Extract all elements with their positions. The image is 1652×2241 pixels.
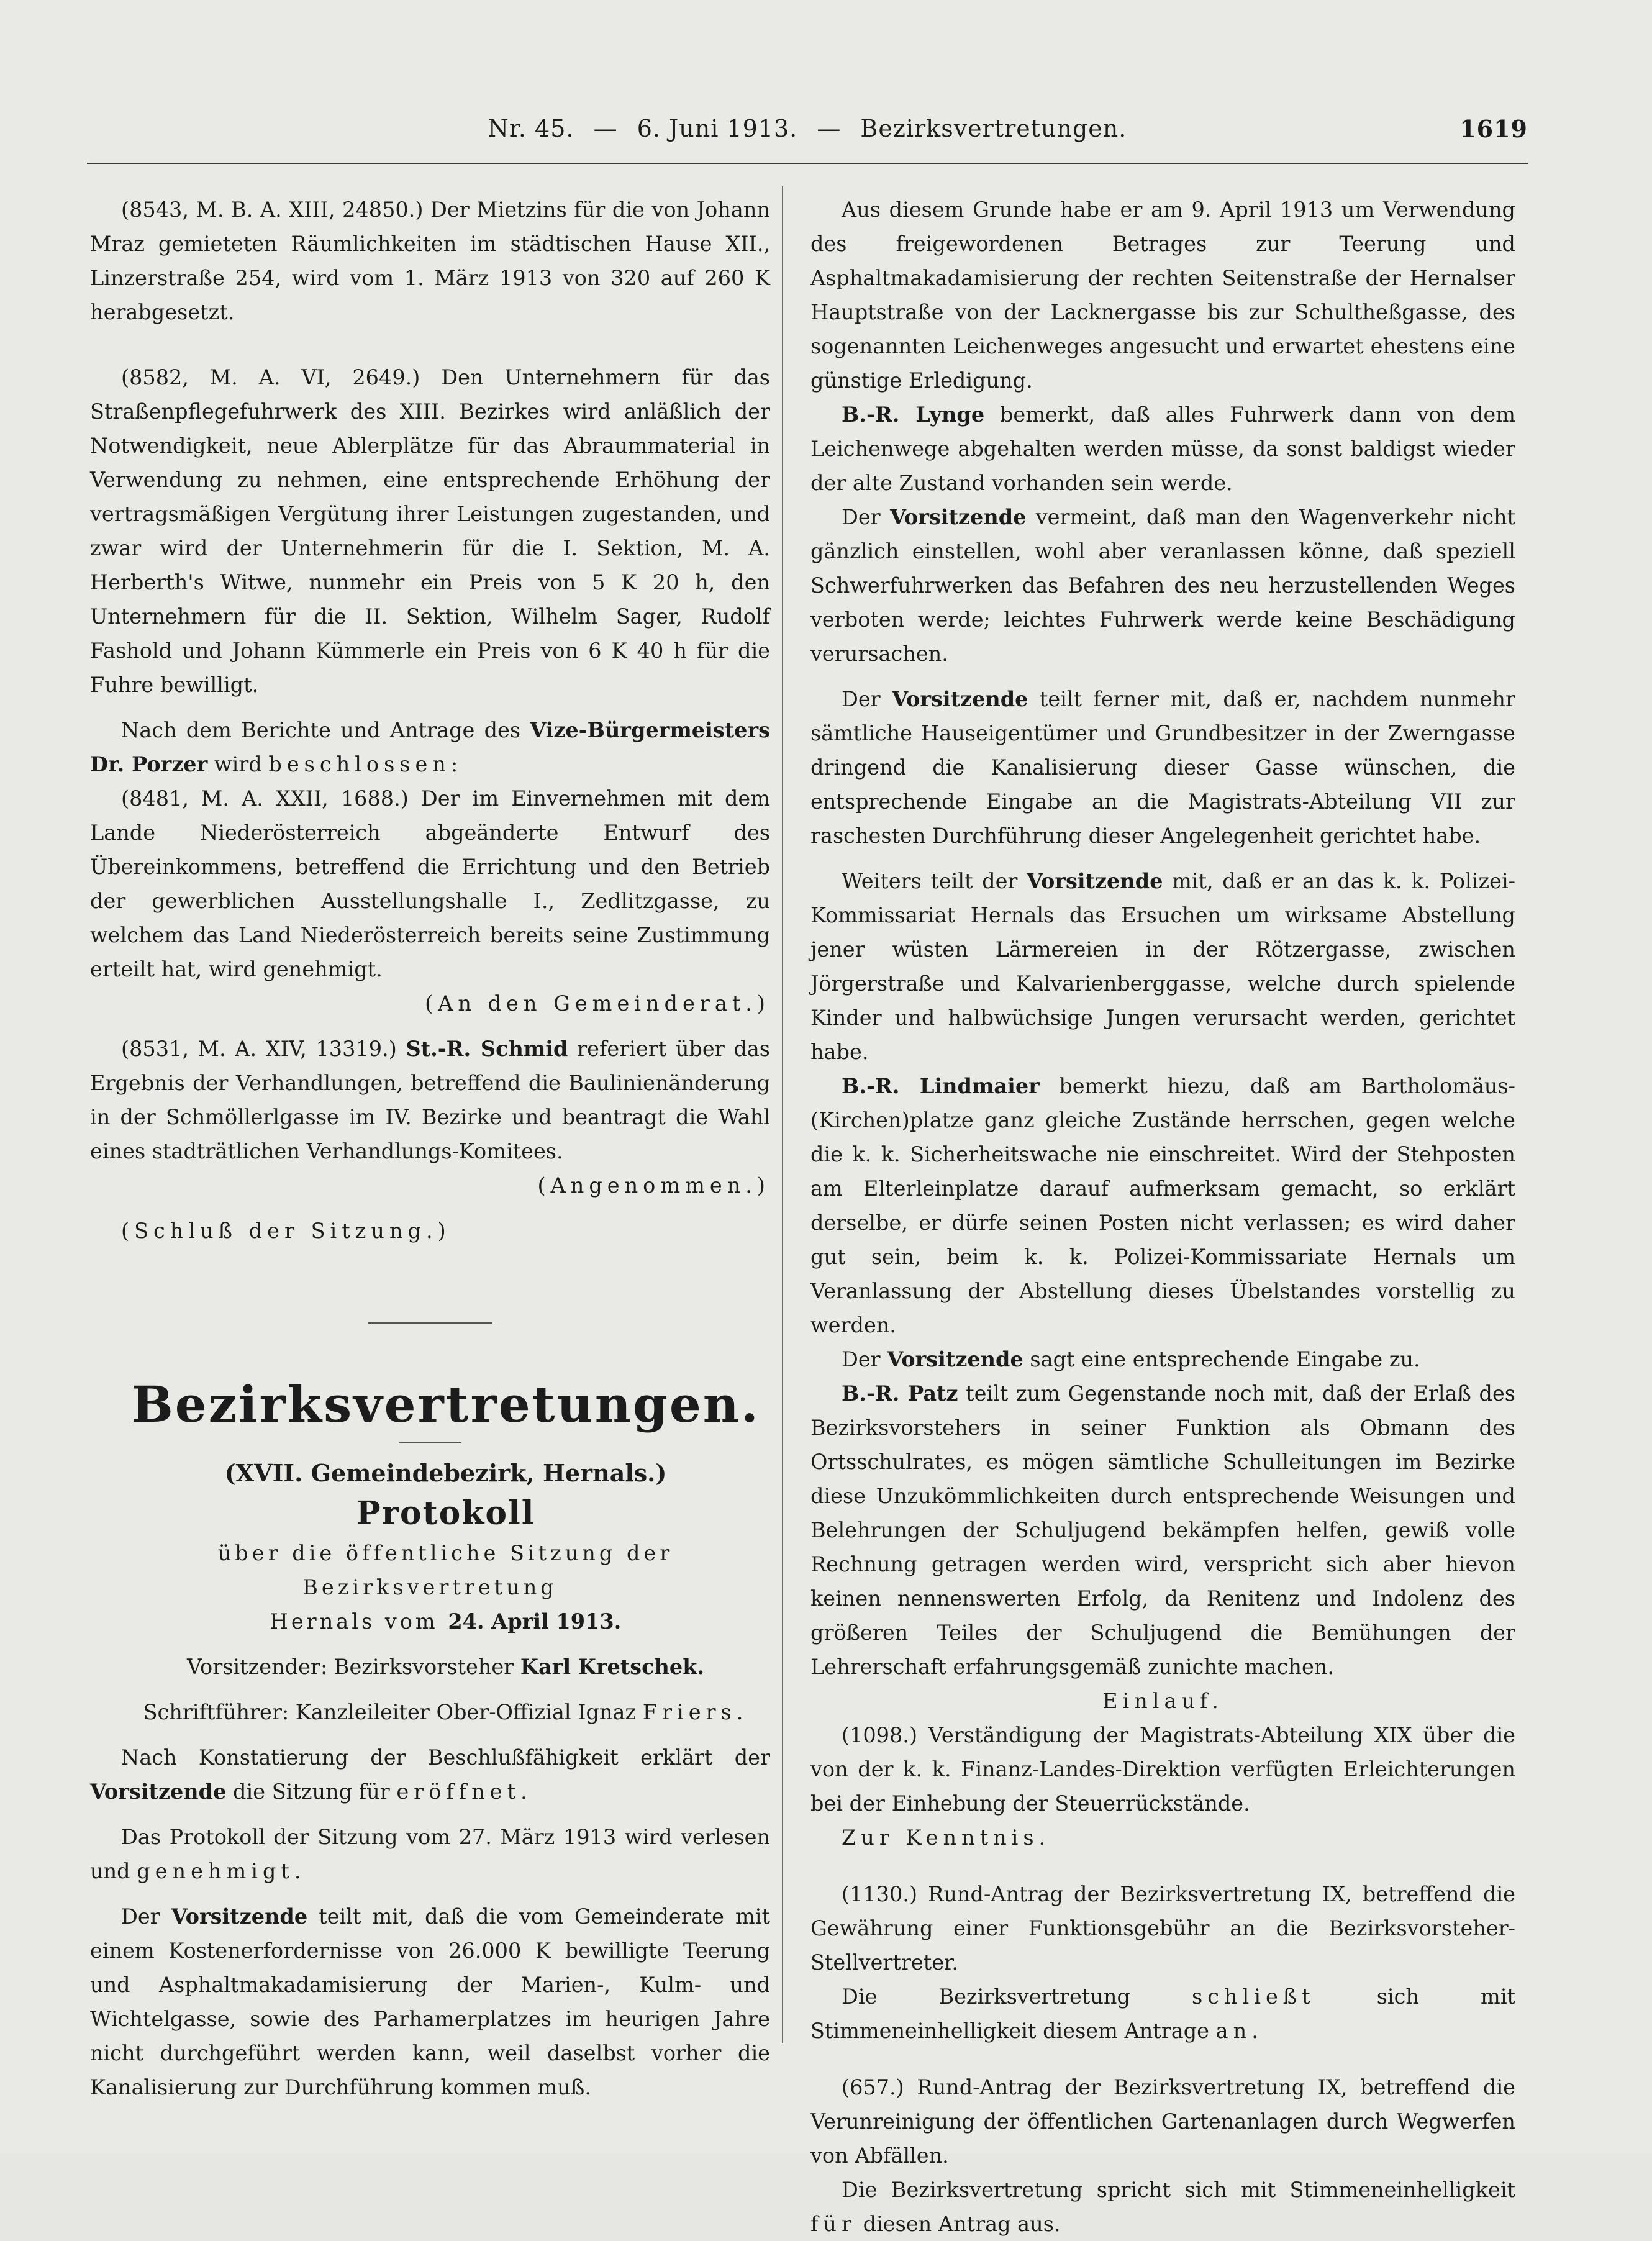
text-run: mit, daß er an das k. k. Polizei-Kommissariat Hernals das Ersuchen um wirksame Abstellung jener wüsten Lärmereien in der Rötzergasse, zwischen Jörgerstraße und Kalvarienberggasse, welche durch spielende Kinder und halbwüchsige Jungen verursacht werden, gerichtet habe. [810, 869, 1515, 1064]
speaker-name: Vorsitzende [171, 1904, 308, 1929]
note-text: Zur Kenntnis. [842, 1825, 1051, 1850]
section-title: Bezirksvertretungen. [131, 1375, 760, 1434]
text-run: teilt mit, daß die vom Gemeinderate mit einem Kostenerfordernisse von 26.000 K bewilligte Teerung und Asphaltmakadamisierung der Marien-, Kulm- und Wichtelgasse, sowie des Parhamerplatzes im heurigen Jahre nicht durchgeführt werden kann, weil daselbst vorher die Kanalisierung zur Durchführung kommen muß. [90, 1904, 770, 2099]
text-run: Schriftführer: Kanzleileiter Ober-Offizial Ignaz [143, 1700, 643, 1724]
header-center [87, 115, 1528, 142]
issue-number: Nr. 45. [488, 115, 574, 142]
text-run: Der [842, 505, 891, 529]
text-run: diesen Antrag aus. [856, 2212, 1061, 2236]
paragraph-decision [810, 1980, 1515, 2048]
text-run: Einlauf. [1102, 1689, 1223, 1713]
header-dash: — [817, 115, 842, 142]
meeting-line [90, 1536, 770, 1604]
text-run: Der [842, 687, 892, 711]
secretary-name: Friers. [642, 1700, 748, 1724]
paragraph-patz [810, 1376, 1515, 1684]
note-text: (An den Gemeinderat.) [425, 991, 770, 1016]
paragraph-657: (657.) Rund-Antrag der Bezirksvertretung IX, betreffend die Verunreinigung der öffentlichen Gartenanlagen durch Wegwerfen von Abfällen. [810, 2075, 1515, 2168]
secretary-line [90, 1695, 770, 1729]
text-run: Der [842, 1347, 887, 1371]
speaker-name: B.-R. Lindmaier [842, 1074, 1040, 1098]
text-run: für [810, 2212, 856, 2236]
text-run: vermeint, daß man den Wagenverkehr nicht gänzlich einstellen, wohl aber veranlassen könne, daß speziell Schwerfuhrwerken das Befahren des neu herzustellenden Weges verboten werde; leichtes Fuhrwerk werde keine Beschädigung verursachen. [810, 505, 1515, 666]
paragraph-note [810, 1821, 1515, 1855]
meeting-date: 24. April 1913. [448, 1609, 622, 1634]
paragraph-chair-report [90, 1899, 770, 2104]
speaker-name: Vize-Bürgermeisters Dr. Porzer [90, 718, 770, 776]
paragraph-reason: Aus diesem Grunde habe er am 9. April 1913 um Verwendung des freigewordenen Betrages zur Teerung und Asphaltmakadamisierung der rechten Seitenstraße der Hernalser Hauptstraße von der Lacknergasse bis zur Schultheßgasse, des sogenannten Leichenweges angesucht und erwartet ehestens eine günstige Erledigung. [810, 198, 1515, 393]
einlauf-heading [810, 1684, 1515, 1718]
speaker-name: Vorsitzende [887, 1347, 1023, 1371]
paragraph-opening [90, 1740, 770, 1809]
paragraph-minutes [90, 1820, 770, 1888]
text-run: genehmigt. [137, 1859, 306, 1883]
session-end [90, 1214, 770, 1248]
paragraph-8543: (8543, M. B. A. XIII, 24850.) Der Mietzins für die von Johann Mraz gemieteten Räumlichkeiten im städtischen Hause XII., Linzerstraße 254, wird vom 1. März 1913 von 320 auf 260 K herabgesetzt. [90, 198, 770, 324]
paragraph-8481: (8481, M. A. XXII, 1688.) Der im Einvernehmen mit dem Lande Niederösterreich abgeänderte Entwurf des Übereinkommens, betreffend die Errichtung und den Betrieb der gewerblichen Ausstellungshalle I., Zedlitzgasse, zu welchem das Land Niederösterreich bereits seine Zustimmung erteilt hat, wird genehmigt. [90, 786, 770, 981]
paragraph-lindmaier [810, 1069, 1515, 1342]
paragraph-note [90, 1168, 770, 1202]
text-run: bemerkt hiezu, daß am Bartholomäus-(Kirchen)platze ganz gleiche Zustände herrschen, gegen welche die k. k. Sicherheitswache nie einschreitet. Wird der Stehposten am Elterleinplatze darauf aufmerksam gemacht, so erklärt derselbe, er dürfe seinen Posten nicht verlassen; es wird daher gut sein, beim k. k. Polizei-Kommissariate Hernals um Veranlassung der Abstellung dieses Übelstandes vorstellig zu werden. [810, 1074, 1516, 1337]
text-run: schließt [1192, 1984, 1315, 2009]
text-run: referiert über das Ergebnis der Verhandlungen, betreffend die Baulinienänderung in der Schmöllerlgasse im IV. Bezirke und beantragt die Wahl eines stadträtlichen Verhandlungs-Komitees. [90, 1037, 770, 1163]
text-run: Das Protokoll der Sitzung vom 27. März 1913 wird verlesen und [90, 1825, 770, 1883]
section-name: Bezirksvertretungen. [860, 115, 1127, 142]
text-run: eröffnet. [396, 1780, 532, 1804]
paragraph-8531 [90, 1032, 770, 1168]
text-run: Der [121, 1904, 171, 1929]
issue-date: 6. Juni 1913. [637, 115, 798, 142]
note-text: (Schluß der Sitzung.) [121, 1219, 451, 1243]
chair-name: Karl Kretschek. [520, 1655, 705, 1679]
speaker-name: Vorsitzende [892, 687, 1028, 711]
text-run: sich mit Stimmeneinhelligkeit diesem Antrage [810, 1984, 1515, 2043]
note-text: (Angenommen.) [537, 1173, 770, 1198]
text-run: Die Bezirksvertretung [842, 1984, 1192, 2009]
paragraph-1098: (1098.) Verständigung der Magistrats-Abteilung XIX über die von der k. k. Finanz-Landes-Direktion verfügten Erleichterungen bei der Einhebung der Steuerrückstände. [810, 1723, 1515, 1816]
text-run: die Sitzung für [226, 1780, 397, 1804]
text-run: Die Bezirksvertretung spricht sich mit Stimmeneinhelligkeit [842, 2178, 1515, 2202]
header-dash: — [593, 115, 618, 142]
chair-line [90, 1650, 770, 1684]
text-run: Vorsitzender: Bezirksvorsteher [186, 1655, 520, 1679]
speaker-name: B.-R. Lynge [842, 402, 985, 427]
page-number: 1619 [1459, 115, 1528, 143]
text-run: Weiters teilt der [842, 869, 1027, 893]
paragraph-chair-traffic [810, 500, 1515, 671]
paragraph-chair-sewer [810, 682, 1515, 853]
speaker-name: St.-R. Schmid [406, 1037, 568, 1061]
meeting-line [90, 1604, 770, 1639]
text-run: teilt zum Gegenstande noch mit, daß der Erlaß des Bezirksvorstehers in seiner Funktion als Obmann des Ortsschulrates, es mögen sämtliche Schulleitungen im Bezirke diese Unzukömmlichkeiten durch entsprechende Weisungen und Belehrungen der Schuljugend bekämpfen helfen, gewiß volle Rechnung getragen werden wird, verspricht sich aber hievon keinen nennenswerten Erfolg, da Renitenz und Indolenz des größeren Teiles der Schuljugend die Bemühungen der Lehrerschaft erfahrungsgemäß zunichte machen. [810, 1381, 1516, 1679]
header-rule [87, 163, 1528, 164]
paragraph-chair-police [810, 864, 1515, 1069]
paragraph-8582: (8582, M. A. VI, 2649.) Den Unternehmern für das Straßenpflegefuhrwerk des XIII. Bezirkes wird anläßlich der Notwendigkeit, neue Ablerplätze für das Abraummaterial in Verwendung zu nehmen, eine entsprechende Erhöhung der vertragsmäßigen Vergütung ihrer Leistungen zugestanden, und zwar wird der Unternehmerin für die I. Sektion, M. A. Herberth's Witwe, nunmehr ein Preis von 5 K 20 h, den Unternehmern für die II. Sektion, Wilhelm Sager, Rudolf Fashold und Johann Kümmerle ein Preis von 6 K 40 h für die Fuhre bewilligt. [90, 365, 770, 697]
title-rule [399, 1442, 461, 1443]
paragraph-note [90, 986, 770, 1020]
paragraph-1130: (1130.) Rund-Antrag der Bezirksvertretung IX, betreffend die Gewährung einer Funktionsgebühr an die Bezirksvorsteher-Stellvertreter. [810, 1882, 1515, 1975]
right-column [810, 193, 1515, 2241]
text-run: bemerkt, daß alles Fuhrwerk dann von dem Leichenwege abgehalten werden müsse, da sonst baldigst wieder der alte Zustand vorhanden sein werde. [810, 402, 1515, 495]
text-run: teilt ferner mit, daß er, nachdem nunmehr sämtliche Hauseigentümer und Grundbesitzer in der Zwerngasse dringend die Kanalisierung dieser Gasse wünschen, die entsprechende Eingabe an die Magistrats-Abteilung VII zur raschesten Durchführung dieser Angelegenheit gerichtet habe. [810, 687, 1515, 848]
paragraph-lynge [810, 398, 1515, 500]
speaker-name: Vorsitzende [1027, 869, 1163, 893]
speaker-name: Vorsitzende [90, 1780, 227, 1804]
text-run: über die öffentliche Sitzung der Bezirksvertretung [217, 1541, 674, 1599]
text-run: sagt eine entsprechende Eingabe zu. [1023, 1347, 1420, 1371]
paragraph-decision [810, 2173, 1515, 2241]
paragraph-report [90, 713, 770, 781]
district-heading: (XVII. Gemeindebezirk, Hernals.) [224, 1459, 667, 1487]
speaker-name: Vorsitzende [890, 505, 1027, 529]
page-header [87, 115, 1528, 152]
text-run: wird [207, 752, 269, 776]
text-run: Nach dem Berichte und Antrage des [121, 718, 530, 742]
text-run: beschlossen: [268, 752, 463, 776]
text-run: an. [1215, 2019, 1263, 2043]
text-run: Hernals vom [270, 1609, 448, 1634]
text-run: Nach Konstatierung der Beschlußfähigkeit erklärt der [121, 1745, 770, 1770]
paragraph-chair-agree [810, 1342, 1515, 1376]
text-run: (8531, M. A. XIV, 13319.) [121, 1037, 406, 1061]
column-divider [782, 186, 783, 2043]
left-column [90, 193, 770, 2104]
protokoll-heading: Protokoll [356, 1494, 535, 1532]
speaker-name: B.-R. Patz [842, 1381, 958, 1406]
